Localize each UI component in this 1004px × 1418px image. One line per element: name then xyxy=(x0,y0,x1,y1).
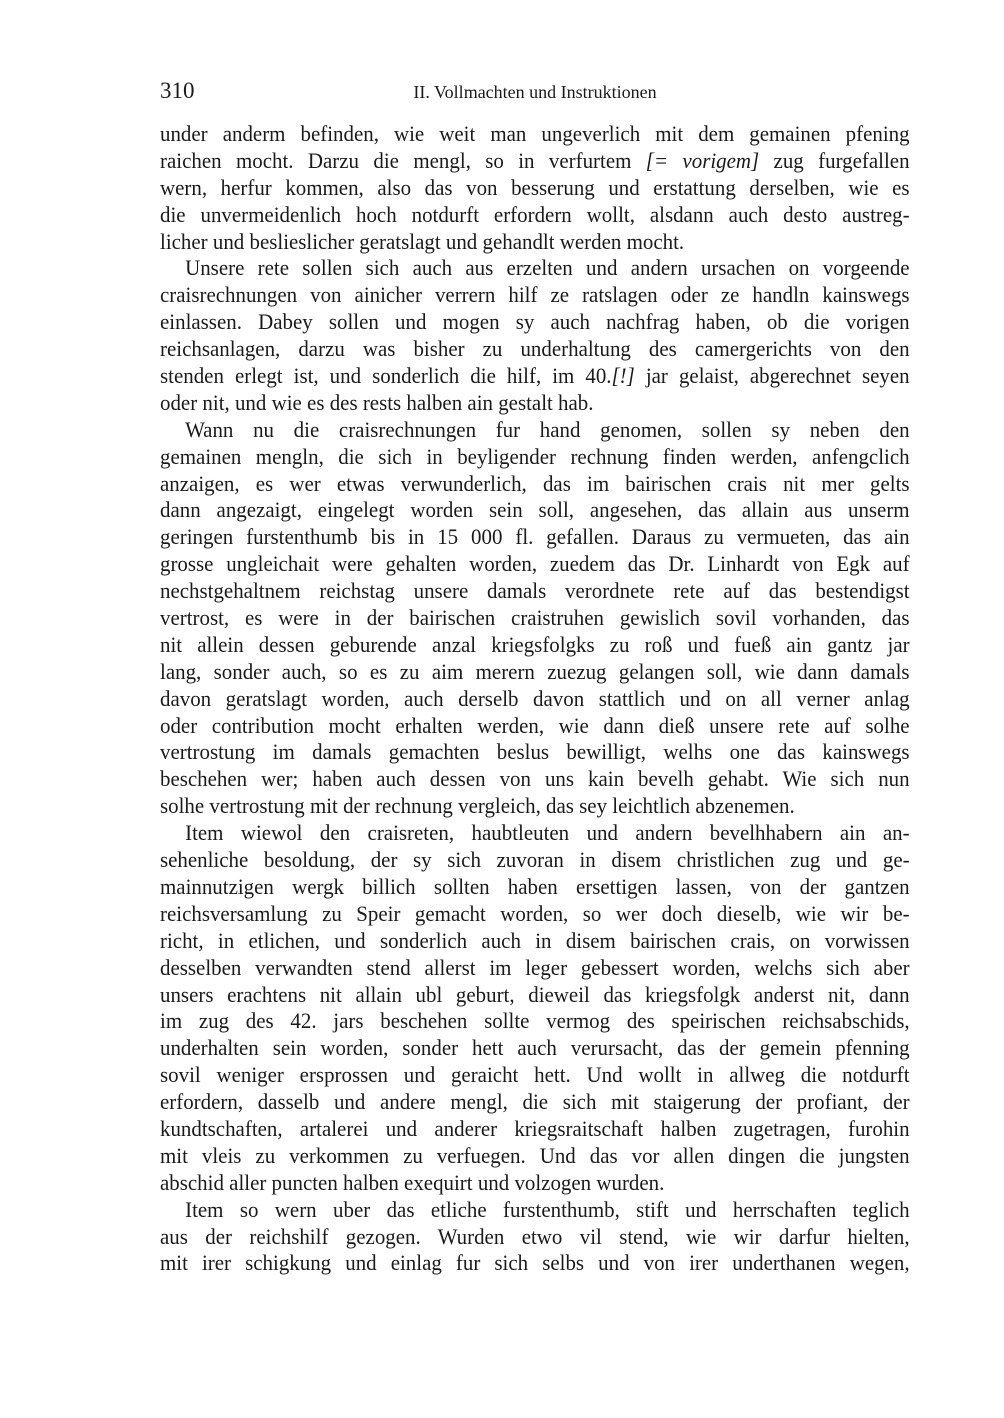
text-run: aus der reichshilf gezogen. Wurden etwo vil stend, wie wir darfur hielten, xyxy=(160,1223,910,1249)
text-run: die unvermeidenlich hoch notdurft erfordern wollt, alsdann auch desto austreg- xyxy=(160,201,910,227)
body-text xyxy=(160,121,910,1277)
text-run: erfordern, dasselb und andere mengl, die sich mit staigerung der profiant, der xyxy=(160,1089,910,1115)
text-run: nit allein dessen geburende anzal kriegsfolgks zu roß und fueß ain gantz jar xyxy=(160,631,910,657)
text-line xyxy=(160,148,910,175)
text-run: stenden erlegt ist, und sonderlich die hilf, im 40. xyxy=(160,363,612,389)
text-run: reichsanlagen, darzu was bisher zu underhaltung des camergerichts von den xyxy=(160,336,910,362)
text-line xyxy=(160,1089,910,1116)
text-run: Unsere rete sollen sich auch aus erzelten und andern ursachen on vorgeende xyxy=(185,255,910,281)
text-line xyxy=(160,1035,910,1062)
editorial-note: [!] xyxy=(611,363,635,389)
text-line xyxy=(160,820,910,847)
text-line xyxy=(160,847,910,874)
text-line xyxy=(160,471,910,498)
text-run: mit irer schigkung und einlag fur sich selbs und von irer underthanen wegen, xyxy=(160,1250,910,1276)
text-line xyxy=(160,793,910,820)
text-run: beschehen wer; haben auch dessen von uns kain bevelh gehabt. Wie sich nun xyxy=(160,766,910,792)
text-line xyxy=(160,686,910,713)
text-line xyxy=(160,336,910,363)
text-line xyxy=(160,713,910,740)
text-line xyxy=(160,659,910,686)
text-line xyxy=(160,955,910,982)
text-run: sovil weniger ersprossen und geraicht hett. Und wollt in allweg die notdurft xyxy=(160,1062,910,1088)
paragraph xyxy=(160,1197,910,1278)
text-run: oder nit, und wie es des rests halben ain gestalt hab. xyxy=(160,389,594,415)
text-line xyxy=(160,363,910,390)
paragraph xyxy=(160,121,910,255)
text-line xyxy=(160,175,910,202)
text-line xyxy=(160,1116,910,1143)
paragraph xyxy=(160,820,910,1196)
text-line xyxy=(160,928,910,955)
text-run: lang, sonder auch, so es zu aim merern zuezug gelangen soll, wie dann damals xyxy=(160,658,910,684)
text-run: dann angezaigt, eingelegt worden sein soll, angesehen, das allain aus unserm xyxy=(160,497,910,523)
text-line xyxy=(160,874,910,901)
text-run: vertrost, es were in der bairischen craistruhen gewislich sovil vorhanden, das xyxy=(160,605,910,631)
text-run: mainnutzigen wergk billich sollten haben ersettigen lassen, von der gantzen xyxy=(160,873,910,899)
text-run: reichsversamlung zu Speir gemacht worden, so wer doch dieselb, wie wir be- xyxy=(160,900,910,926)
text-run: davon geratslagt worden, auch derselb davon stattlich und on all verner anlag xyxy=(160,685,910,711)
text-run: mit vleis zu verkommen zu verfuegen. Und das vor allen dingen die jungsten xyxy=(160,1142,910,1168)
text-run: grosse ungleichait were gehalten worden, zuedem das Dr. Linhardt von Egk auf xyxy=(160,551,910,577)
text-line xyxy=(160,605,910,632)
text-line xyxy=(160,1224,910,1251)
text-line xyxy=(160,309,910,336)
text-run: sehenliche besoldung, der sy sich zuvoran in disem christlichen zug und ge- xyxy=(160,847,910,873)
text-run: under anderm befinden, wie weit man ungeverlich mit dem gemainen pfening xyxy=(160,121,910,146)
text-line xyxy=(160,1197,910,1224)
text-line xyxy=(160,497,910,524)
text-run: kundtschaften, artalerei und anderer kriegsraitschaft halben zugetragen, furohin xyxy=(160,1115,910,1141)
paragraph xyxy=(160,255,910,416)
text-line xyxy=(160,417,910,444)
text-run: vertrostung im damals gemachten beslus bewilligt, welhs one das kainswegs xyxy=(160,739,910,765)
text-line xyxy=(160,982,910,1009)
text-run: underhalten sein worden, sonder hett auch verursacht, das der gemein pfenning xyxy=(160,1035,910,1061)
text-run: desselben verwandten stend allerst im leger gebessert worden, welchs sich aber xyxy=(160,954,910,980)
text-run: einlassen. Dabey sollen und mogen sy auch nachfrag haben, ob die vorigen xyxy=(160,309,910,335)
text-line xyxy=(160,766,910,793)
text-line xyxy=(160,255,910,282)
text-run: zug furgefallen xyxy=(759,147,910,173)
text-run: licher und beslieslicher geratslagt und gehandlt werden mocht. xyxy=(160,228,685,254)
text-line xyxy=(160,524,910,551)
text-line xyxy=(160,390,910,417)
text-run: jar gelaist, abgerechnet seyen xyxy=(634,363,910,389)
text-run: raichen mocht. Darzu die mengl, so in verfurtem xyxy=(160,147,646,173)
text-line xyxy=(160,1170,910,1197)
text-line xyxy=(160,282,910,309)
text-run: anzaigen, es wer etwas verwunderlich, das im bairischen crais nit mer gelts xyxy=(160,470,910,496)
text-line xyxy=(160,202,910,229)
text-line xyxy=(160,632,910,659)
text-line xyxy=(160,1008,910,1035)
page-number: 310 xyxy=(160,78,195,103)
text-line xyxy=(160,444,910,471)
text-run: unsers erachtens nit allain ubl geburt, dieweil das kriegsfolgk anderst nit, dann xyxy=(160,981,910,1007)
paragraph xyxy=(160,417,910,820)
text-line xyxy=(160,1062,910,1089)
text-run: richt, in etlichen, und sonderlich auch in disem bairischen crais, on vorwissen xyxy=(160,927,910,953)
text-run: Wann nu die craisrechnungen fur hand genomen, sollen sy neben den xyxy=(185,416,910,442)
text-line xyxy=(160,578,910,605)
page-header xyxy=(160,78,910,108)
text-line xyxy=(160,229,910,256)
text-run: geringen furstenthumb bis in 15 000 fl. gefallen. Daraus zu vermueten, das ain xyxy=(160,524,910,550)
text-run: oder contribution mocht erhalten werden, wie dann dieß unsere rete auf solhe xyxy=(160,712,910,738)
editorial-note: [= vorigem] xyxy=(645,147,760,173)
text-line xyxy=(160,1250,910,1277)
text-run: Item so wern uber das etliche furstenthumb, stift und herrschaften teglich xyxy=(185,1196,910,1222)
text-run: im zug des 42. jars beschehen sollte vermog des speirischen reichsabschids, xyxy=(160,1008,910,1034)
text-run: nechstgehaltnem reichstag unsere damals verordnete rete auf das bestendigst xyxy=(160,578,910,604)
text-line xyxy=(160,121,910,148)
text-run: wern, herfur kommen, also das von besserung und erstattung derselben, wie es xyxy=(160,174,910,200)
text-line xyxy=(160,1143,910,1170)
text-run: Item wiewol den craisreten, haubtleuten und andern bevelhhabern ain an- xyxy=(185,820,910,846)
text-line xyxy=(160,739,910,766)
text-line xyxy=(160,901,910,928)
text-line xyxy=(160,551,910,578)
text-run: solhe vertrostung mit der rechnung vergleich, das sey leichtlich abzenemen. xyxy=(160,793,795,819)
running-title: II. Vollmachten und Instruktionen xyxy=(413,82,657,102)
text-run: craisrechnungen von ainicher verrern hilf ze ratslagen oder ze handln kainswegs xyxy=(160,282,910,308)
text-run: gemainen mengln, die sich in beyligender rechnung finden werden, anfengclich xyxy=(160,443,910,469)
text-run: abschid aller puncten halben exequirt und volzogen wurden. xyxy=(160,1169,665,1195)
